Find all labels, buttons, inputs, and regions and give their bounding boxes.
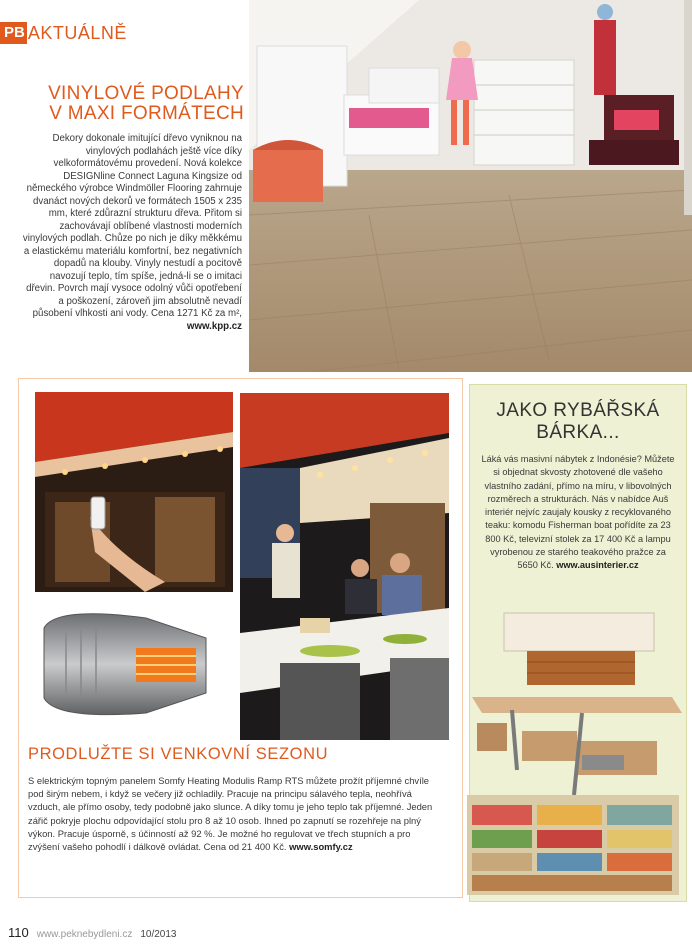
heater-remote-photo <box>35 392 233 592</box>
promo-title: PRODLUŽTE SI VENKOVNÍ SEZONU <box>28 745 329 763</box>
article-body <box>22 133 242 333</box>
promo-link[interactable]: www.somfy.cz <box>289 841 353 853</box>
sidebar-body <box>480 453 676 573</box>
promo-body <box>28 774 440 853</box>
footer-site: www.peknebydleni.cz <box>36 929 133 940</box>
article-title-line2: V MAXI FORMÁTECH <box>49 103 244 124</box>
sidebar-title <box>478 400 678 444</box>
sidebar-title-line2: BÁRKA... <box>536 422 620 443</box>
teak-furniture-images <box>462 605 687 900</box>
footer-issue: 10/2013 <box>140 929 177 940</box>
article-text: Dekory dokonale imitující dřevo vyniknou na vinylových podlahách ještě více díky velkoformátovému provedení. Nová kolekce DESIGNline Connect Laguna Kingsize od německého výrobce Windmöller Flooring zahrnuje dvanáct nových dekorů ve formátech 1505 x 235 mm, které zdůrazní strukturu dřeva. Přitom si zachovávají oblíbené vlastnosti moderních vinylových podlah. Chůze po nich je díky měkkému a elastickému materiálu komfortní, bez negativních dopadů na klouby. Vinyly nestudí a pocitově navozují teplo, tím spíše, jedná-li se o imitaci dřevin. Povrch mají vysoce odolný vůči opotřebení a poškození, zároveň jim absolutně nevadí působení vlhkosti ani vody. <box>22 133 242 319</box>
vinyl-floor-photo <box>249 0 692 372</box>
promo-text: S elektrickým topným panelem Somfy Heating Modulis Ramp RTS můžete prožít příjemné chvíle pod širým nebem, i když se večery již ochladily. Pracuje na principu sálavého tepla, neohřívá vzduch, ale přímo osoby, tedy podobně jako slunce. A díky tomu je jeho teplo tak příjemné. Jeden zářič pokryje plochu odpovídající stolu pro 8 až 10 osob. Ihned po zapnutí se rozehřeje na plný výkon. Pracuje úsporně, s účinností až 92 %. Je možné ho regulovat ve třech stupních a pro zvýšení vašeho pohodlí i dálkově ovládat. Cena od 21 400 Kč. <box>28 775 433 853</box>
article-price: Cena 1271 Kč za m², <box>150 308 242 319</box>
article-link[interactable]: www.kpp.cz <box>186 320 242 332</box>
page-footer <box>8 925 177 940</box>
page-number: 110 <box>8 925 29 940</box>
outdoor-dinner-photo <box>240 393 449 740</box>
article-title-line1: VINYLOVÉ PODLAHY <box>48 83 244 104</box>
sidebar-text: Láká vás masivní nábytek z Indonésie? Můžete si objednat skvosty zhotovené dle vašeho vlastního zadání, přímo na míru, v libovolných rozměrech a strukturách. Nás v nabídce Auš interiér nejvíc zaujaly kousky z recyklovaného teaku: komodu Fisherman boat pořídíte za 23 800 Kč, televizní stolek za 17 400 Kč a lampu vyrobenou ze starého teakového pražce za 5650 Kč. <box>481 454 675 571</box>
sidebar-link[interactable]: www.ausinterier.cz <box>556 560 639 571</box>
sidebar-title-line1: JAKO RYBÁŘSKÁ <box>496 400 660 421</box>
section-header <box>0 22 127 44</box>
magazine-badge: PB <box>0 22 27 44</box>
section-name: AKTUÁLNĚ <box>27 23 127 43</box>
heater-product-image <box>36 598 211 728</box>
article-title <box>40 84 244 124</box>
